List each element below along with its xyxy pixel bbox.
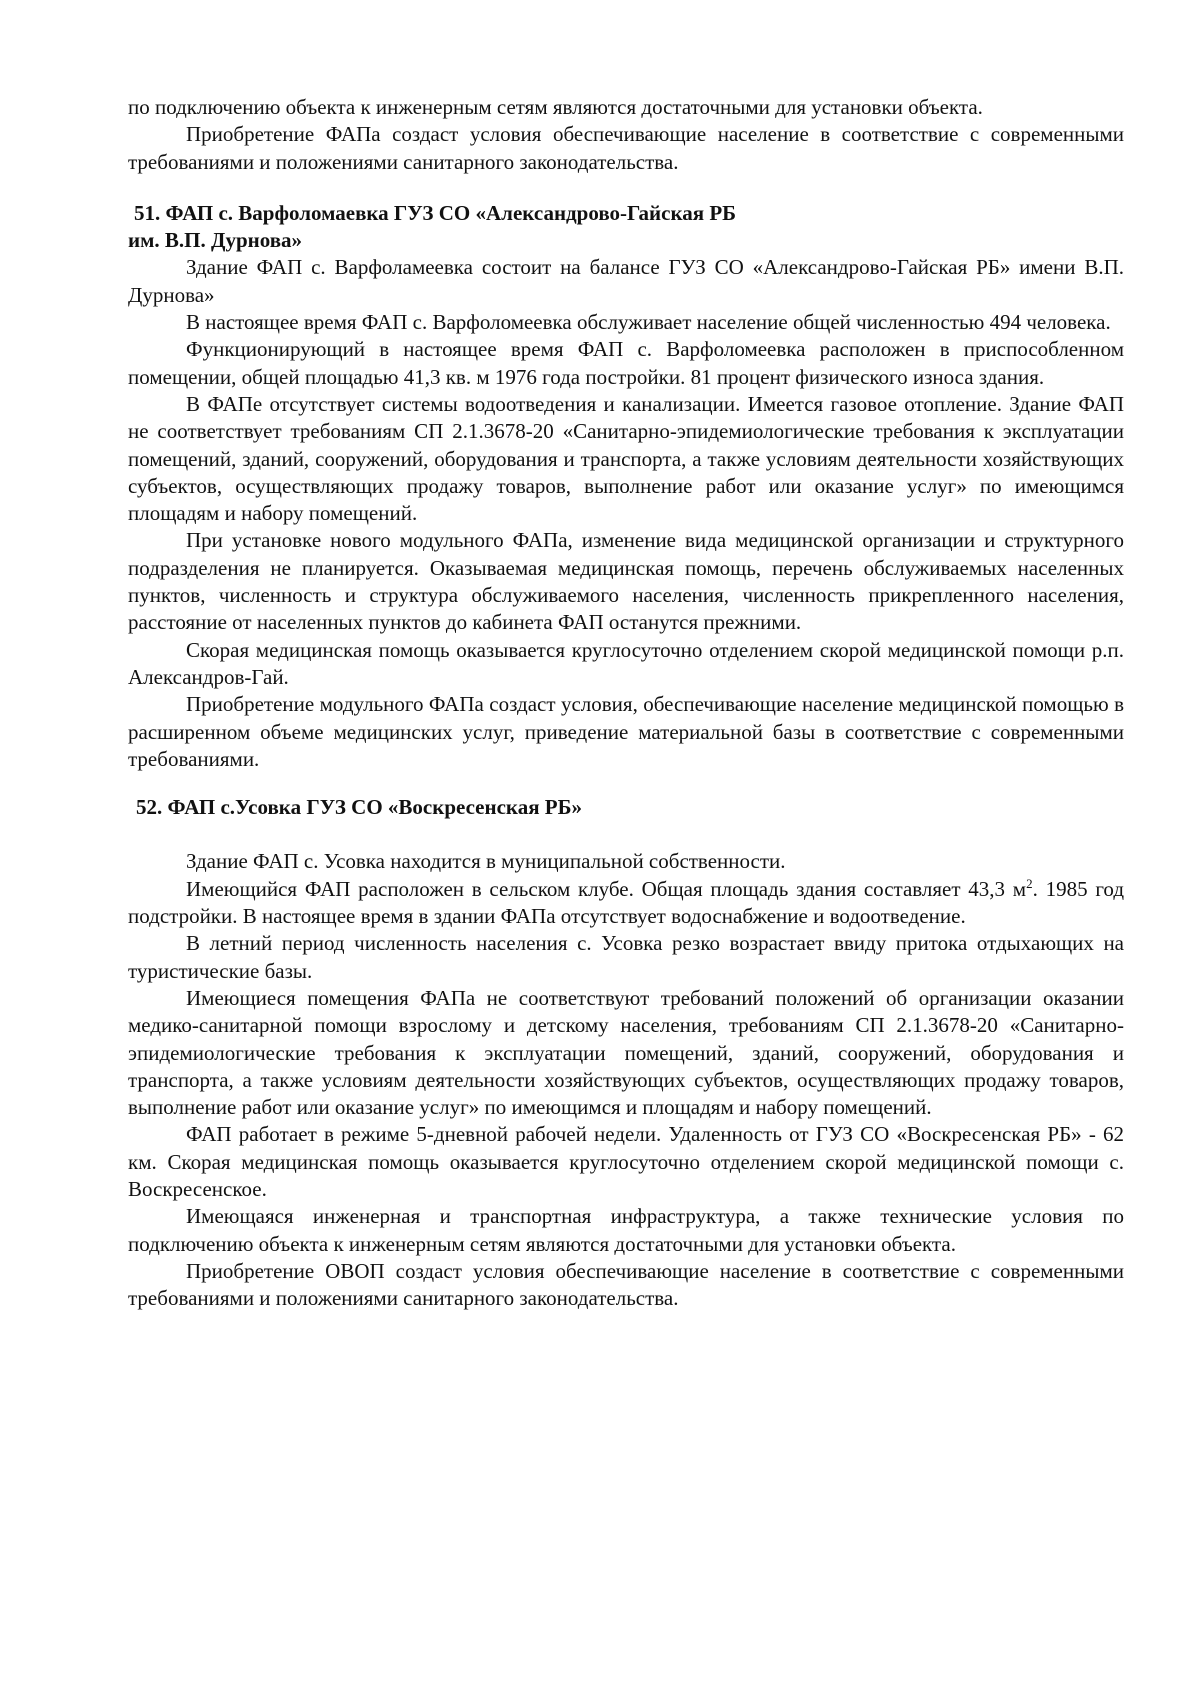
intro-paragraph-2: Приобретение ФАПа создаст условия обеспечивающие население в соответствие с современными требованиями и положениями санитарного законодательства. [128, 122, 1124, 174]
section-52 [128, 794, 1124, 1312]
section-52-paragraph-2 [128, 876, 1124, 931]
section-52-paragraph-2-part-2: . 1985 год подстройки. В настоящее время в здании ФАПа отсутствует водоснабжение и водоотведение. [128, 876, 1125, 929]
intro-paragraph-1: по подключению объекта к инженерным сетям являются достаточными для установки объекта. [128, 95, 983, 119]
section-51-title-line-2: им. В.П. Дурнова» [128, 228, 303, 253]
section-51-paragraph-1: Здание ФАП с. Варфоламеевка состоит на балансе ГУЗ СО «Александрово-Гайская РБ» имени В.П. Дурнова» [128, 255, 1124, 307]
section-52-title: 52. ФАП с.Усовка ГУЗ СО «Воскресенская РБ» [136, 795, 583, 820]
section-51-paragraph-2: В настоящее время ФАП с. Варфоломеевка обслуживает население общей численностью 494 человека. [186, 310, 1111, 335]
section-51-paragraph-5: При установке нового модульного ФАПа, изменение вида медицинской организации и структурного подразделения не планируется. Оказываемая медицинская помощь, перечень обслуживаемых населенных пунктов, численность и структура обслуживаемого населения, численность прикрепленного населения, расстояние от населенных пунктов до кабинета ФАП останутся прежними. [128, 528, 1124, 635]
section-51-paragraph-3: Функционирующий в настоящее время ФАП с. Варфоломеевка расположен в приспособленном помещении, общей площадью 41,3 кв. м 1976 года постройки. 81 процент физического износа здания. [128, 337, 1124, 389]
document-page [128, 94, 1124, 1312]
section-52-paragraph-2-part-1: Имеющийся ФАП расположен в сельском клубе. Общая площадь здания составляет 43,3 м [186, 876, 1027, 901]
section-52-paragraph-3: В летний период численность населения с. Усовка резко возрастает ввиду притока отдыхающих на туристические базы. [128, 931, 1124, 983]
section-51-title-line-1: 51. ФАП с. Варфоломаевка ГУЗ СО «Александрово-Гайская РБ [134, 200, 737, 225]
section-51 [128, 200, 1124, 773]
square-superscript: 2 [1026, 875, 1033, 891]
section-52-paragraph-1: Здание ФАП с. Усовка находится в муниципальной собственности. [186, 849, 786, 874]
section-52-paragraph-6: Имеющаяся инженерная и транспортная инфраструктура, а также технические условия по подключению объекта к инженерным сетям являются достаточными для установки объекта. [128, 1204, 1124, 1256]
section-51-paragraph-4: В ФАПе отсутствует системы водоотведения и канализации. Имеется газовое отопление. Здание ФАП не соответствует требованиям СП 2.1.3678-20 «Санитарно-эпидемиологические требования к эксплуатации помещений, зданий, сооружений, оборудования и транспорта, а также условиям деятельности хозяйствующих субъектов, осуществляющих продажу товаров, выполнение работ или оказание услуг» по имеющимся площадям и набору помещений. [128, 391, 1124, 526]
section-51-paragraph-7: Приобретение модульного ФАПа создаст условия, обеспечивающие население медицинской помощью в расширенном объеме медицинских услуг, приведение материальной базы в соответствие с современными требованиями. [128, 692, 1124, 771]
section-51-paragraph-6: Скорая медицинская помощь оказывается круглосуточно отделением скорой медицинской помощи р.п. Александров-Гай. [128, 637, 1124, 689]
section-52-paragraph-7: Приобретение ОВОП создаст условия обеспечивающие население в соответствие с современными требованиями и положениями санитарного законодательства. [128, 1258, 1124, 1311]
section-52-paragraph-4: Имеющиеся помещения ФАПа не соответствуют требований положений об организации оказании медико-санитарной помощи взрослому и детскому населения, требованиям СП 2.1.3678-20 «Санитарно-эпидемиологические требования к эксплуатации помещений, зданий, сооружений, оборудования и транспорта, а также условиям деятельности хозяйствующих субъектов, осуществляющих продажу товаров, выполнение работ или оказание услуг» по имеющимся и площадям и набору помещений. [128, 985, 1124, 1120]
section-52-paragraph-5: ФАП работает в режиме 5-дневной рабочей недели. Удаленность от ГУЗ СО «Воскресенская РБ» - 62 км. Скорая медицинская помощь оказывается круглосуточно отделением скорой медицинской помощи с. Воскресенское. [128, 1122, 1124, 1201]
